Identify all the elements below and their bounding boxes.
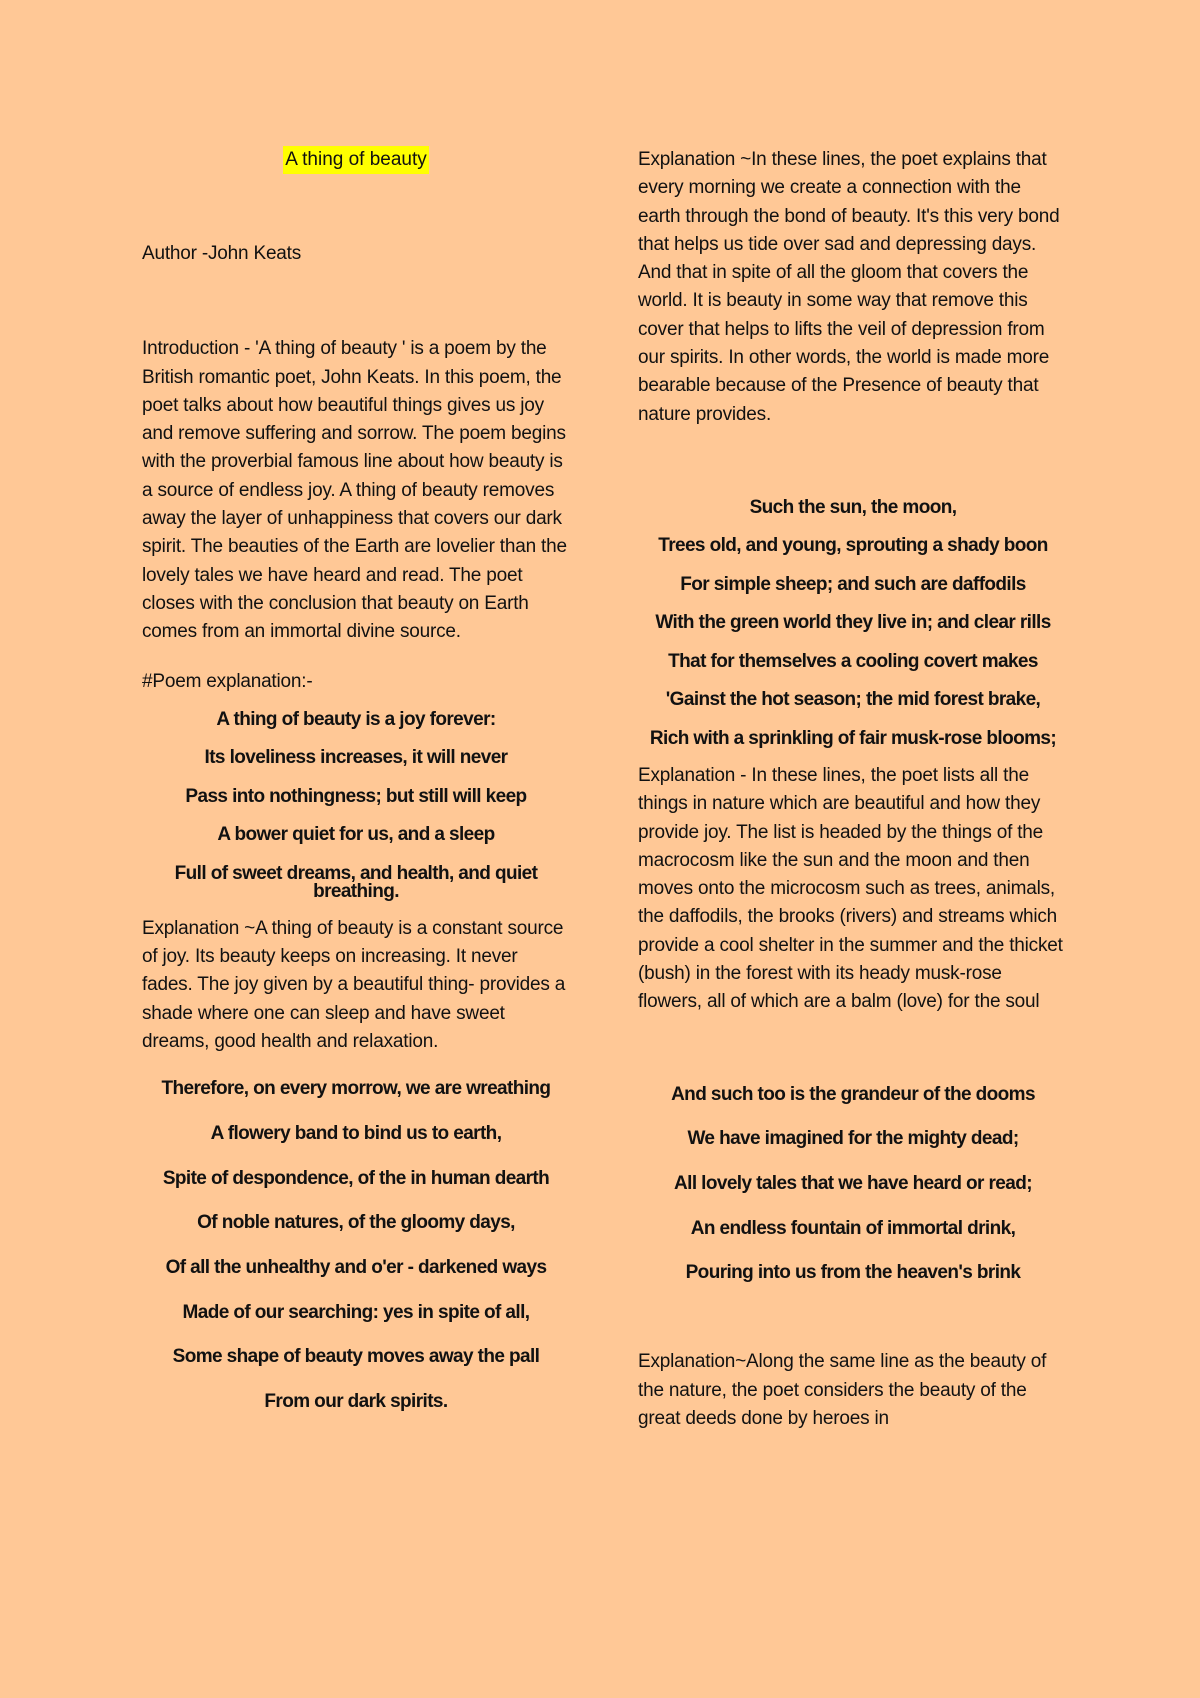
verse-line: And such too is the grandeur of the dooms [671,1083,1035,1105]
poem-title: A thing of beauty [283,146,429,174]
introduction-paragraph: Introduction - 'A thing of beauty ' is a poem by the British romantic poet, John Keats. In this poem, the poet talks about how beautiful things gives us joy and remove suffering and sorrow. The poem begins with the proverbial famous line about how beauty is a source of endless joy. A thing of beauty removes away the layer of unhappiness that covers our dark spirit. The beauties of the Earth are lovelier than the lovely tales we have heard and read. The poet closes with the conclusion that beauty on Earth comes from an immortal divine source. [142,338,567,643]
right-column [638,146,1068,1433]
verse-line: Pass into nothingness; but still will keep [185,785,527,807]
verse-line: Spite of despondence, of the in human dearth [162,1167,550,1189]
verse-line: We have imagined for the mighty dead; [687,1128,1019,1150]
verse-line: Such the sun, the moon, [749,496,957,518]
left-column [142,146,570,1413]
verse-line: A thing of beauty is a joy forever: [216,708,496,730]
poem-explanation-heading: #Poem explanation:- [142,670,313,692]
verse-line: From our dark spirits. [264,1391,448,1413]
author-line: Author -John Keats [142,243,302,264]
verse-line: Made of our searching: yes in spite of all, [182,1301,530,1323]
explanation-paragraph-3: Explanation - In these lines, the poet lists all the things in nature which are beautiful and how they provide joy. The list is headed by the things of the macrocosm like the sun and the moon and then moves onto the microcosm such as trees, animals, the daffodils, the brooks (rivers) and streams which provide a cool shelter in the summer and the thicket (bush) in the forest with its heady musk-rose flowers, all of which are a balm (love) for the soul [638,764,1063,1013]
verse-line: With the green world they live in; and clear rills [655,612,1051,634]
verse-line: That for themselves a cooling covert makes [668,650,1038,672]
verse-line: 'Gainst the hot season; the mid forest brake, [665,689,1041,711]
explanation-paragraph-4: Explanation~Along the same line as the beauty of the nature, the poet considers the beauty of the great deeds done by heroes in [638,1351,1047,1429]
verse-line: Of noble natures, of the gloomy days, [197,1212,515,1234]
verse-line: Pouring into us from the heaven's brink [685,1262,1021,1284]
verse-line: For simple sheep; and such are daffodils [680,573,1026,595]
verse-line: An endless fountain of immortal drink, [690,1217,1016,1239]
verse-line: A flowery band to bind us to earth, [210,1123,502,1145]
stanza-2 [142,1078,570,1413]
explanation-paragraph-1: Explanation ~A thing of beauty is a constant source of joy. Its beauty keeps on increasing. It never fades. The joy given by a beautiful thing- provides a shade where one can sleep and have sweet dreams, good health and relaxation. [142,917,566,1053]
stanza-4 [638,1084,1068,1285]
title-block [142,146,570,182]
verse-line: Its loveliness increases, it will never [204,747,508,769]
stanza-1 [142,708,570,902]
verse-line: Rich with a sprinkling of fair musk-rose blooms; [649,727,1057,749]
verse-line: Trees old, and young, sprouting a shady boon [658,535,1048,557]
explanation-paragraph-2: Explanation ~In these lines, the poet explains that every morning we create a connection with the earth through the bond of beauty. It's this very bond that helps us tide over sad and depressing days. And that in spite of all the gloom that covers the world. It is beauty in some way that remove this cover that helps to lifts the veil of depression from our spirits. In other words, the world is made more bearable because of the Presence of beauty that nature provides. [638,149,1060,425]
verse-line: Some shape of beauty moves away the pall [172,1346,540,1368]
verse-line: Full of sweet dreams, and health, and quiet breathing. [174,862,538,902]
verse-line: A bower quiet for us, and a sleep [217,824,495,846]
verse-line: Of all the unhealthy and o'er - darkened ways [165,1257,547,1279]
verse-line: Therefore, on every morrow, we are wreathing [161,1078,551,1100]
verse-line: All lovely tales that we have heard or read; [674,1173,1032,1195]
stanza-3 [638,496,1068,749]
